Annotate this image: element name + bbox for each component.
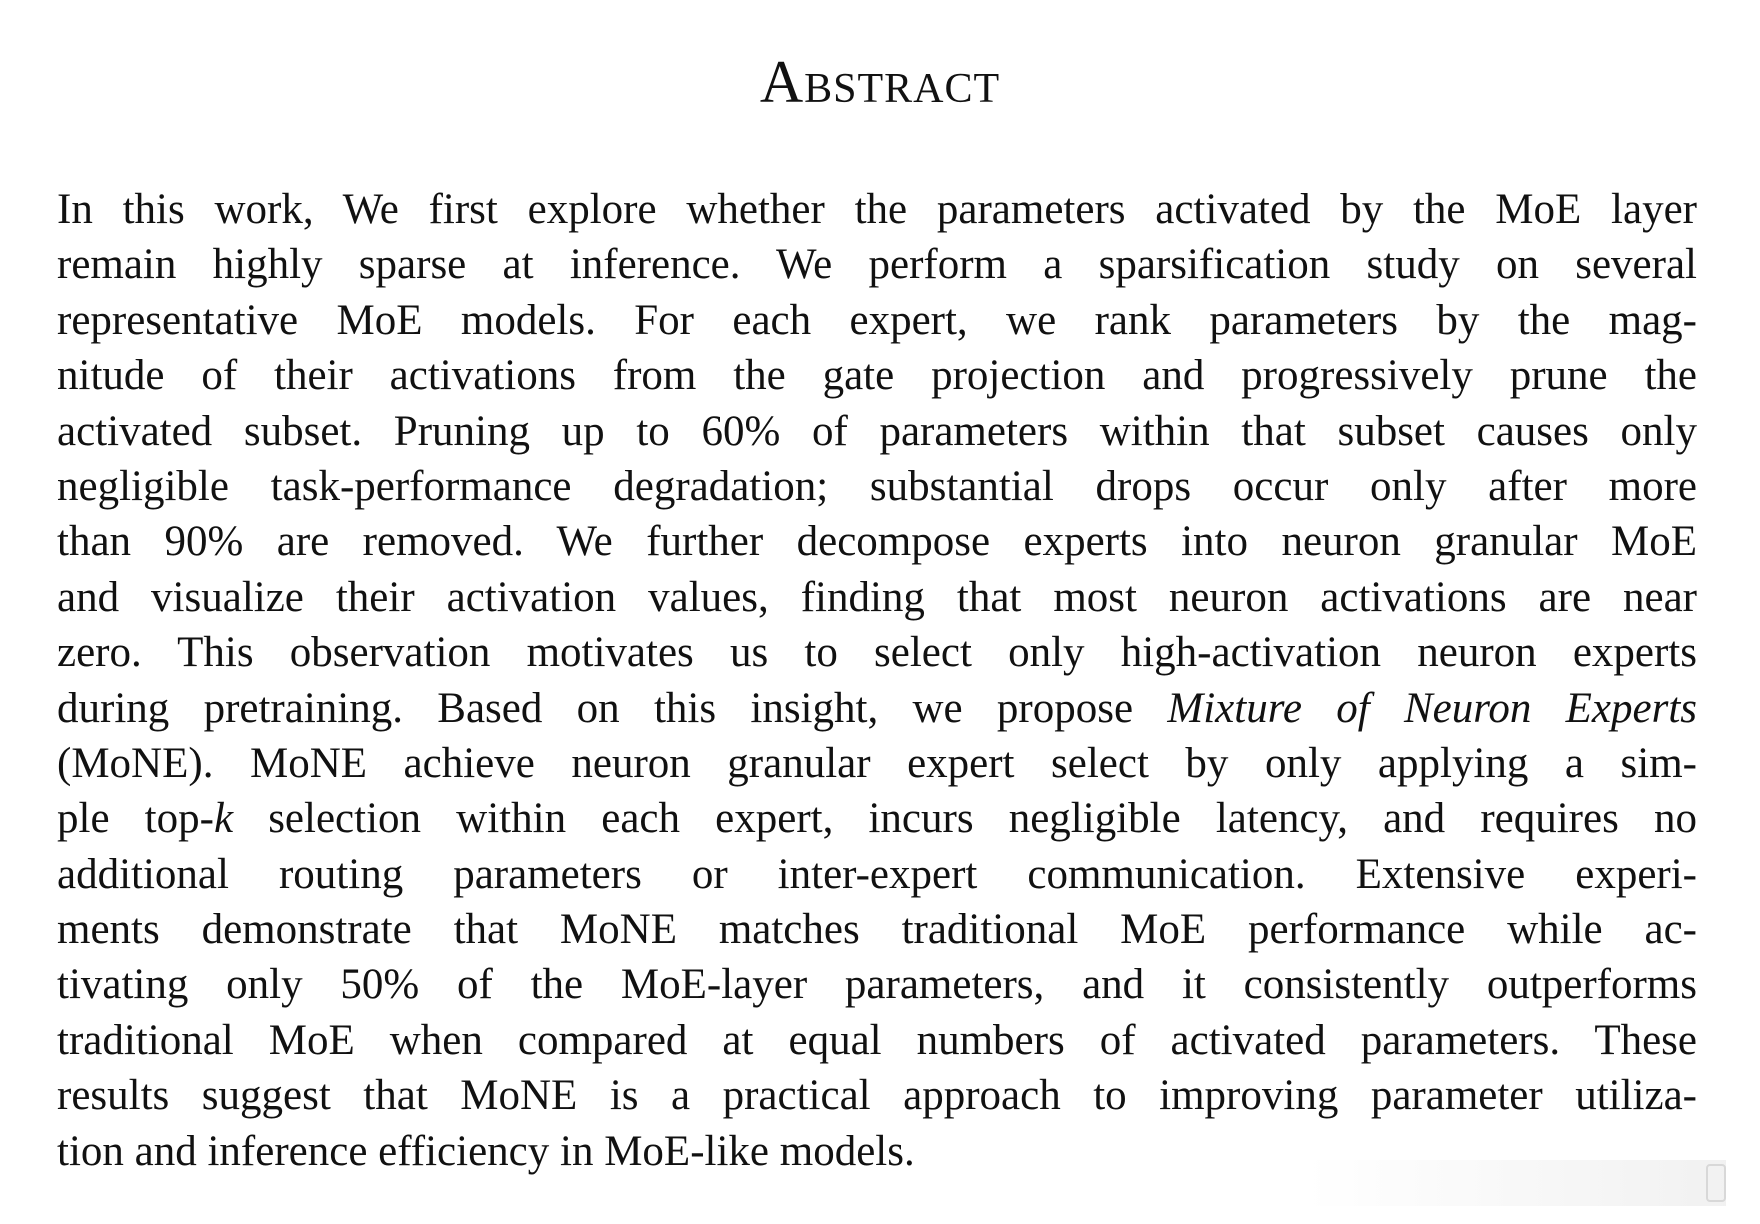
abstract-line: negligible task-performance degradation; substantial drops occur only after more — [57, 462, 1697, 510]
abstract-line — [57, 791, 1697, 846]
abstract-line: nitude of their activations from the gate projection and progressively prune the — [57, 352, 1697, 400]
watermark — [1306, 1160, 1726, 1206]
abstract-text: during pretraining. Based on this insight, we propose — [57, 684, 1134, 732]
abstract-text: ple top- — [57, 795, 214, 843]
abstract-line: additional routing parameters or inter-expert communication. Extensive experi- — [57, 850, 1697, 898]
abstract-line: In this work, We first explore whether the parameters activated by the MoE layer — [57, 186, 1697, 233]
watermark-icon — [1706, 1164, 1726, 1202]
abstract-text: selection within each expert, incurs negligible latency, and requires no — [268, 795, 1697, 843]
abstract-line — [57, 681, 1697, 736]
abstract-line: (MoNE). MoNE achieve neuron granular expert select by only applying a sim- — [57, 739, 1697, 787]
abstract-line: than 90% are removed. We further decompose experts into neuron granular MoE — [57, 518, 1697, 566]
math-variable-k: k — [213, 795, 234, 843]
abstract-line: remain highly sparse at inference. We perform a sparsification study on several — [57, 241, 1697, 289]
abstract-line: ments demonstrate that MoNE matches traditional MoE performance while ac- — [57, 906, 1697, 954]
abstract-line: results suggest that MoNE is a practical approach to improving parameter utiliza- — [57, 1072, 1697, 1120]
abstract-line: representative MoE models. For each expert, we rank parameters by the mag- — [57, 296, 1697, 344]
abstract-line: activated subset. Pruning up to 60% of parameters within that subset causes only — [57, 407, 1697, 455]
abstract-line: traditional MoE when compared at equal numbers of activated parameters. These — [57, 1016, 1697, 1064]
abstract-line: tivating only 50% of the MoE-layer parameters, and it consistently outperforms — [57, 961, 1697, 1009]
abstract-body — [57, 182, 1697, 1179]
abstract-line: tion and inference efficiency in MoE-like models. — [57, 1127, 915, 1175]
abstract-line: and visualize their activation values, finding that most neuron activations are near — [57, 573, 1697, 621]
abstract-heading: Abstract — [759, 49, 1001, 115]
abstract-line: zero. This observation motivates us to select only high-activation neuron experts — [57, 629, 1697, 677]
model-name-emphasis: Mixture of Neuron Experts — [1167, 684, 1698, 732]
